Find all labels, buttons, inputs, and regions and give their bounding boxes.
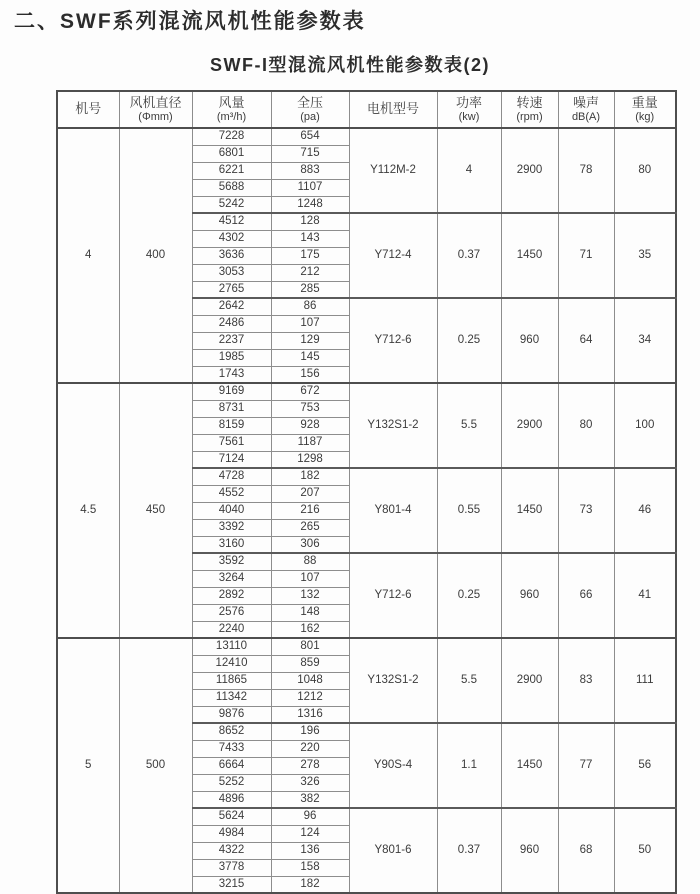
header-speed (501, 91, 558, 128)
total-pressure-cell: 883 (271, 162, 349, 179)
total-pressure-cell: 136 (271, 842, 349, 859)
weight-cell: 34 (614, 298, 676, 383)
total-pressure-cell: 801 (271, 638, 349, 655)
total-pressure-cell: 107 (271, 570, 349, 587)
motor-model-cell: Y132S1-2 (349, 638, 437, 723)
header-label: 转速 (516, 94, 543, 110)
speed-cell: 960 (501, 553, 558, 638)
air-volume-cell: 8731 (192, 400, 271, 417)
noise-cell: 64 (558, 298, 614, 383)
table-row (57, 383, 676, 400)
header-unit: dB(A) (571, 110, 601, 123)
air-volume-cell: 3592 (192, 553, 271, 570)
power-cell: 0.25 (437, 298, 501, 383)
air-volume-cell: 2486 (192, 315, 271, 332)
table-row (57, 638, 676, 655)
total-pressure-cell: 928 (271, 417, 349, 434)
total-pressure-cell: 148 (271, 604, 349, 621)
header-label: 机号 (75, 101, 102, 117)
total-pressure-cell: 1248 (271, 196, 349, 213)
weight-cell: 111 (614, 638, 676, 723)
air-volume-cell: 2642 (192, 298, 271, 315)
header-label: 风量 (218, 94, 245, 110)
air-volume-cell: 6221 (192, 162, 271, 179)
total-pressure-cell: 128 (271, 213, 349, 230)
speed-cell: 2900 (501, 383, 558, 468)
total-pressure-cell: 132 (271, 587, 349, 604)
total-pressure-cell: 672 (271, 383, 349, 400)
header-unit: (kg) (635, 110, 655, 123)
total-pressure-cell: 158 (271, 859, 349, 876)
air-volume-cell: 2237 (192, 332, 271, 349)
air-volume-cell: 9169 (192, 383, 271, 400)
total-pressure-cell: 306 (271, 536, 349, 553)
air-volume-cell: 8159 (192, 417, 271, 434)
total-pressure-cell: 278 (271, 757, 349, 774)
power-cell: 5.5 (437, 638, 501, 723)
header-label: 功率 (455, 94, 482, 110)
total-pressure-cell: 175 (271, 247, 349, 264)
air-volume-cell: 5242 (192, 196, 271, 213)
machine-no-cell: 5 (57, 638, 119, 893)
header-total-pressure (271, 91, 349, 128)
air-volume-cell: 3053 (192, 264, 271, 281)
air-volume-cell: 3636 (192, 247, 271, 264)
air-volume-cell: 3778 (192, 859, 271, 876)
power-cell: 0.37 (437, 213, 501, 298)
total-pressure-cell: 715 (271, 145, 349, 162)
total-pressure-cell: 654 (271, 128, 349, 145)
air-volume-cell: 4322 (192, 842, 271, 859)
motor-model-cell: Y801-4 (349, 468, 437, 553)
speed-cell: 2900 (501, 128, 558, 213)
table-title: SWF-I型混流风机性能参数表(2) (210, 55, 490, 75)
noise-cell: 80 (558, 383, 614, 468)
total-pressure-cell: 143 (271, 230, 349, 247)
speed-cell: 2900 (501, 638, 558, 723)
weight-cell: 41 (614, 553, 676, 638)
motor-model-cell: Y90S-4 (349, 723, 437, 808)
noise-cell: 73 (558, 468, 614, 553)
air-volume-cell: 2240 (192, 621, 271, 638)
air-volume-cell: 6801 (192, 145, 271, 162)
motor-model-cell: Y112M-2 (349, 128, 437, 213)
total-pressure-cell: 107 (271, 315, 349, 332)
header-noise (558, 91, 614, 128)
weight-cell: 100 (614, 383, 676, 468)
header-machine-no (57, 91, 119, 128)
air-volume-cell: 13110 (192, 638, 271, 655)
air-volume-cell: 3392 (192, 519, 271, 536)
header-label: 电机型号 (366, 101, 419, 117)
air-volume-cell: 1985 (192, 349, 271, 366)
power-cell: 4 (437, 128, 501, 213)
air-volume-cell: 9876 (192, 706, 271, 723)
noise-cell: 66 (558, 553, 614, 638)
power-cell: 5.5 (437, 383, 501, 468)
total-pressure-cell: 124 (271, 825, 349, 842)
document-page (0, 5, 700, 888)
air-volume-cell: 4040 (192, 502, 271, 519)
speed-cell: 960 (501, 808, 558, 893)
total-pressure-cell: 326 (271, 774, 349, 791)
air-volume-cell: 6664 (192, 757, 271, 774)
total-pressure-cell: 265 (271, 519, 349, 536)
total-pressure-cell: 1316 (271, 706, 349, 723)
speed-cell: 960 (501, 298, 558, 383)
total-pressure-cell: 220 (271, 740, 349, 757)
total-pressure-cell: 156 (271, 366, 349, 383)
air-volume-cell: 2892 (192, 587, 271, 604)
air-volume-cell: 4512 (192, 213, 271, 230)
air-volume-cell: 5252 (192, 774, 271, 791)
diameter-cell: 450 (119, 383, 192, 638)
table-body (57, 128, 676, 893)
total-pressure-cell: 182 (271, 468, 349, 485)
total-pressure-cell: 196 (271, 723, 349, 740)
motor-model-cell: Y712-6 (349, 553, 437, 638)
power-cell: 0.55 (437, 468, 501, 553)
air-volume-cell: 4896 (192, 791, 271, 808)
air-volume-cell: 3264 (192, 570, 271, 587)
air-volume-cell: 5624 (192, 808, 271, 825)
air-volume-cell: 7228 (192, 128, 271, 145)
air-volume-cell: 4728 (192, 468, 271, 485)
air-volume-cell: 1743 (192, 366, 271, 383)
total-pressure-cell: 859 (271, 655, 349, 672)
air-volume-cell: 4302 (192, 230, 271, 247)
total-pressure-cell: 1107 (271, 179, 349, 196)
section-title: 二、SWF系列混流风机性能参数表 (14, 10, 366, 33)
total-pressure-cell: 207 (271, 485, 349, 502)
total-pressure-cell: 145 (271, 349, 349, 366)
air-volume-cell: 4552 (192, 485, 271, 502)
noise-cell: 78 (558, 128, 614, 213)
machine-no-cell: 4 (57, 128, 119, 383)
total-pressure-cell: 96 (271, 808, 349, 825)
fan-spec-table (56, 90, 677, 894)
total-pressure-cell: 285 (271, 281, 349, 298)
air-volume-cell: 11342 (192, 689, 271, 706)
machine-no-cell: 4.5 (57, 383, 119, 638)
air-volume-cell: 7561 (192, 434, 271, 451)
power-cell: 0.37 (437, 808, 501, 893)
noise-cell: 77 (558, 723, 614, 808)
total-pressure-cell: 1187 (271, 434, 349, 451)
air-volume-cell: 7124 (192, 451, 271, 468)
speed-cell: 1450 (501, 468, 558, 553)
weight-cell: 80 (614, 128, 676, 213)
header-unit: (kw) (458, 110, 480, 123)
speed-cell: 1450 (501, 723, 558, 808)
motor-model-cell: Y801-6 (349, 808, 437, 893)
air-volume-cell: 2576 (192, 604, 271, 621)
diameter-cell: 500 (119, 638, 192, 893)
motor-model-cell: Y712-4 (349, 213, 437, 298)
air-volume-cell: 8652 (192, 723, 271, 740)
air-volume-cell: 3160 (192, 536, 271, 553)
total-pressure-cell: 753 (271, 400, 349, 417)
header-diameter (119, 91, 192, 128)
header-label: 重量 (631, 94, 658, 110)
total-pressure-cell: 382 (271, 791, 349, 808)
total-pressure-cell: 88 (271, 553, 349, 570)
power-cell: 0.25 (437, 553, 501, 638)
header-label: 风机直径 (129, 94, 182, 110)
weight-cell: 50 (614, 808, 676, 893)
header-air-volume (192, 91, 271, 128)
header-row (57, 91, 676, 128)
total-pressure-cell: 86 (271, 298, 349, 315)
power-cell: 1.1 (437, 723, 501, 808)
air-volume-cell: 7433 (192, 740, 271, 757)
air-volume-cell: 4984 (192, 825, 271, 842)
total-pressure-cell: 129 (271, 332, 349, 349)
header-unit: (m³/h) (216, 110, 247, 123)
total-pressure-cell: 1298 (271, 451, 349, 468)
noise-cell: 68 (558, 808, 614, 893)
air-volume-cell: 3215 (192, 876, 271, 893)
total-pressure-cell: 212 (271, 264, 349, 281)
diameter-cell: 400 (119, 128, 192, 383)
total-pressure-cell: 182 (271, 876, 349, 893)
air-volume-cell: 11865 (192, 672, 271, 689)
speed-cell: 1450 (501, 213, 558, 298)
header-motor-model (349, 91, 437, 128)
table-row (57, 128, 676, 145)
weight-cell: 56 (614, 723, 676, 808)
header-weight (614, 91, 676, 128)
motor-model-cell: Y132S1-2 (349, 383, 437, 468)
header-label: 噪声 (572, 94, 599, 110)
weight-cell: 35 (614, 213, 676, 298)
motor-model-cell: Y712-6 (349, 298, 437, 383)
header-label: 全压 (296, 94, 323, 110)
header-unit: (pa) (300, 110, 320, 123)
noise-cell: 83 (558, 638, 614, 723)
total-pressure-cell: 216 (271, 502, 349, 519)
header-power (437, 91, 501, 128)
table-header (57, 91, 676, 128)
total-pressure-cell: 1048 (271, 672, 349, 689)
weight-cell: 46 (614, 468, 676, 553)
air-volume-cell: 5688 (192, 179, 271, 196)
header-unit: (rpm) (516, 110, 543, 123)
noise-cell: 71 (558, 213, 614, 298)
air-volume-cell: 2765 (192, 281, 271, 298)
total-pressure-cell: 1212 (271, 689, 349, 706)
total-pressure-cell: 162 (271, 621, 349, 638)
air-volume-cell: 12410 (192, 655, 271, 672)
header-unit: (Φmm) (138, 110, 173, 123)
